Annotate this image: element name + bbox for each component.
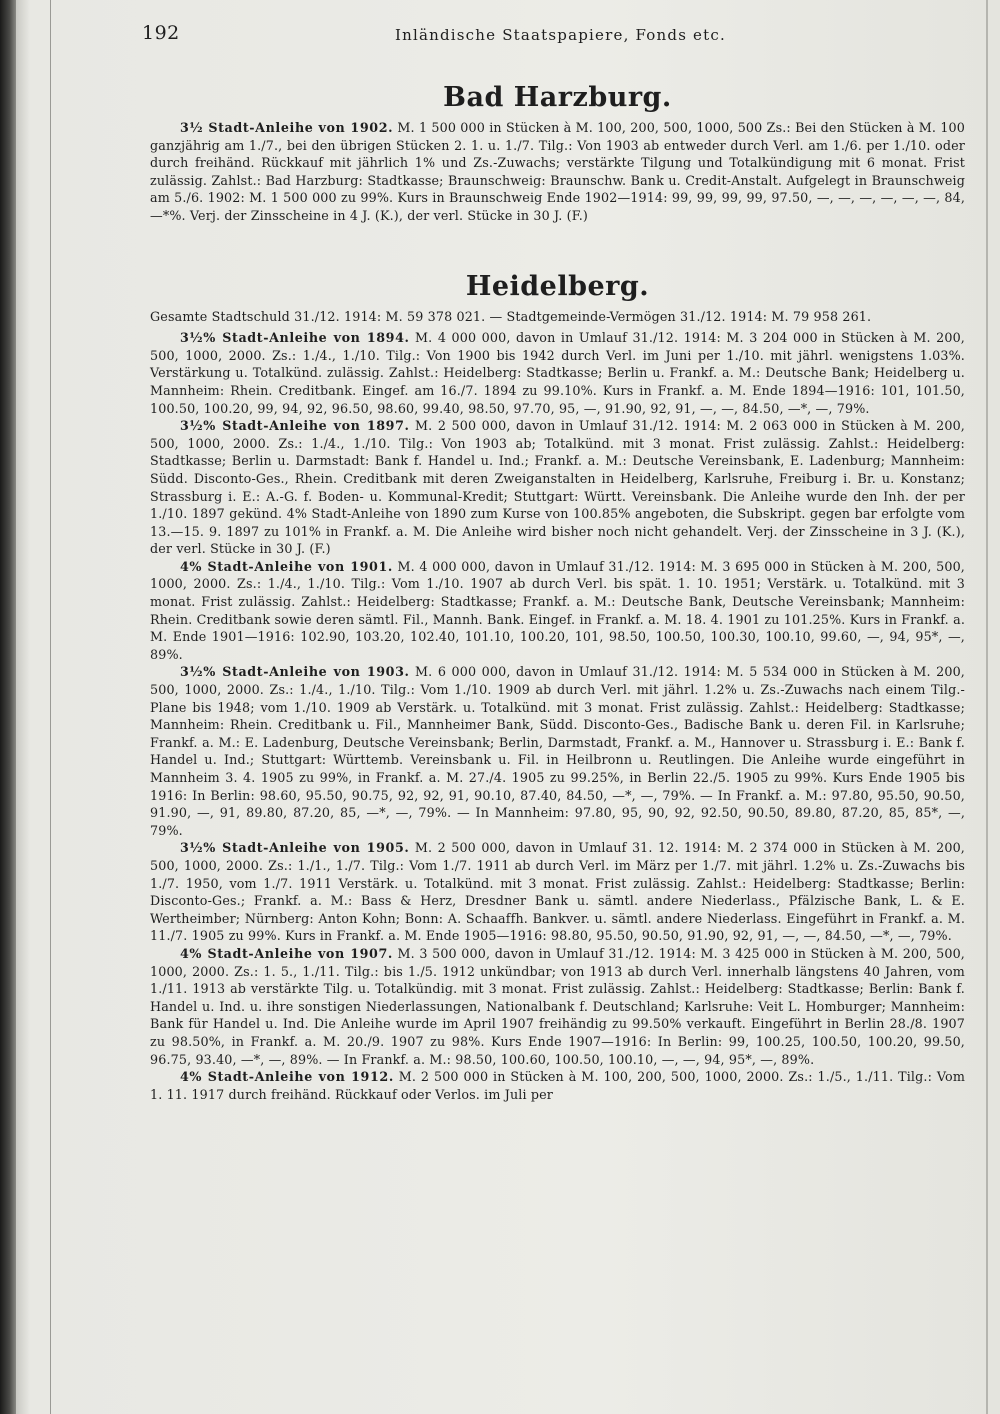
loan-entry [150,945,965,1068]
running-title: Inländische Staatspapiere, Fonds etc. [395,26,726,44]
loan-text: M. 1 500 000 in Stücken à M. 100, 200, 500, 1000, 500 Zs.: Bei den Stücken à M. 100 ganzjährig am 1./7., bei den übrigen Stücken 2. 1. u. 1./7. Tilg.: Von 1903 ab entweder durch Verl. am 1./6. per 1./10. oder durch freihänd. Rückkauf mit jährlich 1% und Zs.-Zuwachs; verstärkte Tilgung und Totalkündigung mit 6 monat. Frist zulässig. Zahlst.: Bad Harzburg: Stadtkasse; Braunschweig: Braunschw. Bank u. Credit-Anstalt. Aufgelegt in Braunschweig am 5./6. 1902: M. 1 500 000 zu 99%. Kurs in Braunschweig Ende 1902—1914: 99, 99, 99, 99, 97.50, —, —, —, —, —, —, 84, —*%. Verj. der Zinsscheine in 4 J. (K.), der verl. Stücke in 30 J. (F.) [150,120,965,223]
loan-heading: 3½% Stadt-Anleihe von 1905. [180,840,410,856]
book-binding-edge [0,0,16,1414]
loan-heading: 3½% Stadt-Anleihe von 1903. [180,664,410,680]
right-edge-shadow [986,0,988,1414]
loan-text: M. 4 000 000, davon in Umlauf 31./12. 1914: M. 3 204 000 in Stücken à M. 200, 500, 1000, 2000. Zs.: 1./4., 1./10. Tilg.: Von 1900 bis 1942 durch Verl. im Juni per 1./10. mit jährl. wenigstens 1.03%. Verstärkung u. Totalkünd. zulässig. Zahlst.: Heidelberg: Stadtkasse; Berlin u. Frankf. a. M.: Deutsche Bank; Heidelberg u. Mannheim: Rhein. Creditbank. Eingef. am 16./7. 1894 zu 99.10%. Kurs in Frankf. a. M. Ende 1894—1916: 101, 101.50, 100.50, 100.20, 99, 94, 92, 96.50, 98.60, 99.40, 98.50, 97.70, 95, —, 91.90, 92, 91, —, —, 84.50, —*, —, 79%. [150,330,965,416]
section-title: Bad Harzburg. [443,82,672,113]
section-title: Heidelberg. [465,270,650,302]
page-number: 192 [142,22,180,44]
loan-heading: 4% Stadt-Anleihe von 1907. [180,945,393,961]
loan-text: M. 2 500 000, davon in Umlauf 31./12. 1914: M. 2 063 000 in Stücken à M. 200, 500, 1000, 2000. Zs.: 1./4., 1./10. Tilg.: Von 1903 ab; Totalkünd. mit 3 monat. Frist zulässig. Zahlst.: Heidelberg: Stadtkasse; Berlin u. Darmstadt: Bank f. Handel u. Ind.; Frankf. a. M.: Deutsche Vereinsbank, E. Ladenburg; Mannheim: Südd. Disconto-Ges., Rhein. Creditbank mit deren Zweiganstalten in Heidelberg, Karlsruhe, Freiburg i. Br. u. Konstanz; Strassburg i. E.: A.-G. f. Boden- u. Kommunal-Kredit; Stuttgart: Württ. Vereinsbank. Die Anleihe wurde den Inh. der per 1./10. 1897 gekünd. 4% Stadt-Anleihe von 1890 zum Kurse von 100.85% angeboten, die Subskript. gegen bar erfolgte vom 13.—15. 9. 1897 zu 101% in Frankf. a. M. Die Anleihe wird bisher noch nicht gehandelt. Verj. der Zinsscheine in 3 J. (K.), der verl. Stücke in 30 J. (F.) [150,418,965,557]
loan-entry [150,1068,965,1103]
loan-text: M. 2 500 000 in Stücken à M. 100, 200, 500, 1000, 2000. Zs.: 1./5., 1./11. Tilg.: Vom 1. 11. 1917 durch freihänd. Rückkauf oder Verlos. im Juli per [150,1069,965,1102]
loan-entry [150,329,965,417]
loan-text: M. 4 000 000, davon in Umlauf 31./12. 1914: M. 3 695 000 in Stücken à M. 200, 500, 1000, 2000. Zs.: 1./4., 1./10. Tilg.: Vom 1./10. 1907 ab durch Verl. bis spät. 1. 10. 1951; Verstärk. u. Totalkünd. mit 3 monat. Frist zulässig. Zahlst.: Heidelberg: Stadtkasse; Frankf. a. M.: Deutsche Bank, Deutsche Vereinsbank; Mannheim: Rhein. Creditbank sowie deren sämtl. Fil., Mannh. Bank. Eingef. in Frankf. a. M. 18. 4. 1901 zu 101.25%. Kurs in Frankf. a. M. Ende 1901—1916: 102.90, 103.20, 102.40, 101.10, 100.20, 101, 98.50, 100.50, 100.30, 100.10, 99.60, —, 94, 95*, —, 89%. [150,558,965,662]
running-header [142,22,965,60]
margin-rule [50,0,51,1414]
section-gap [150,225,965,249]
loan-entry [150,119,965,225]
loan-text: M. 2 500 000, davon in Umlauf 31. 12. 1914: M. 2 374 000 in Stücken à M. 200, 500, 1000, 2000. Zs.: 1./1., 1./7. Tilg.: Vom 1./7. 1911 ab durch Verl. im März per 1./7. mit jährl. 1.2% u. Zs.-Zuwachs bis 1./7. 1950, vom 1./7. 1911 Verstärk. u. Totalkünd. mit 3 monat. Frist zulässig. Zahlst.: Heidelberg: Stadtkasse; Berlin: Disconto-Ges.; Frankf. a. M.: Bass & Herz, Dresdner Bank u. sämtl. andere Niederlass., Pfälzische Bank, L. & E. Wertheimber; Nürnberg: Anton Kohn; Bonn: A. Schaaffh. Bankver. u. sämtl. andere Niederlass. Eingeführt in Frankf. a. M. 11./7. 1905 zu 99%. Kurs in Frankf. a. M. Ende 1905—1916: 98.80, 95.50, 90.50, 91.90, 92, 91, —, —, 84.50, —*, —, 79%. [150,840,965,944]
loan-heading: 3½% Stadt-Anleihe von 1897. [180,418,410,434]
loan-heading: 4% Stadt-Anleihe von 1901. [180,558,393,574]
loan-entry [150,558,965,664]
section-summary: Gesamte Stadtschuld 31./12. 1914: M. 59 378 021. — Stadtgemeinde-Vermögen 31./12. 1914: M. 79 958 261. [150,308,872,324]
loan-heading: 3½% Stadt-Anleihe von 1894. [180,330,410,346]
loan-heading: 3½ Stadt-Anleihe von 1902. [180,120,394,135]
loan-heading: 4% Stadt-Anleihe von 1912. [180,1069,394,1085]
loan-entry [150,663,965,839]
loan-entry [150,417,965,558]
loan-entry [150,839,965,945]
page-content [142,22,965,1103]
loan-text: M. 3 500 000, davon in Umlauf 31./12. 1914: M. 3 425 000 in Stücken à M. 200, 500, 1000, 2000. Zs.: 1. 5., 1./11. Tilg.: bis 1./5. 1912 unkündbar; von 1913 ab durch Verl. innerhalb längstens 40 Jahren, vom 1./11. 1913 ab verstärkte Tilg. u. Totalkündig. mit 3 monat. Frist zulässig. Zahlst.: Heidelberg: Stadtkasse; Berlin: Bank f. Handel u. Ind. u. ihre sonstigen Niederlassungen, Nationalbank f. Deutschland; Karlsruhe: Veit L. Homburger; Mannheim: Bank für Handel u. Ind. Die Anleihe wurde im April 1907 freihändig zu 99.50% verkauft. Eingeführt in Berlin 28./8. 1907 zu 98.50%, in Frankf. a. M. 20./9. 1907 zu 98%. Kurs Ende 1907—1916: In Berlin: 99, 100.25, 100.50, 100.20, 99.50, 96.75, 93.40, —*, —, 89%. — In Frankf. a. M.: 98.50, 100.60, 100.50, 100.10, —, —, 94, 95*, —, 89%. [150,945,965,1067]
loan-text: M. 6 000 000, davon in Umlauf 31./12. 1914: M. 5 534 000 in Stücken à M. 200, 500, 1000, 2000. Zs.: 1./4., 1./10. Tilg.: Vom 1./10. 1909 ab durch Verl. mit jährl. 1.2% u. Zs.-Zuwachs nach einem Tilg.-Plane bis 1948; vom 1./10. 1909 ab Verstärk. u. Totalkünd. mit 3 monat. Frist zulässig. Zahlst.: Heidelberg: Stadtkasse; Mannheim: Rhein. Creditbank u. Fil., Mannheimer Bank, Südd. Disconto-Ges., Badische Bank u. deren Fil. in Karlsruhe; Frankf. a. M.: E. Ladenburg, Deutsche Vereinsbank; Berlin, Darmstadt, Frankf. a. M., Hannover u. Strassburg i. E.: Bank f. Handel u. Ind.; Stuttgart: Württemb. Vereinsbank u. Fil. in Heilbronn u. Reutlingen. Die Anleihe wurde eingeführt in Mannheim 3. 4. 1905 zu 99%, in Frankf. a. M. 27./4. 1905 zu 99.25%, in Berlin 22./5. 1905 zu 99%. Kurs Ende 1905 bis 1916: In Berlin: 98.60, 95.50, 90.75, 92, 92, 91, 90.10, 87.40, 84.50, —*, —, 79%. — In Frankf. a. M.: 97.80, 95.50, 90.50, 91.90, —, 91, 89.80, 87.20, 85, —*, —, 79%. — In Mannheim: 97.80, 95, 90, 92, 92.50, 90.50, 89.80, 87.20, 85, 85*, —, 79%. [150,664,965,838]
